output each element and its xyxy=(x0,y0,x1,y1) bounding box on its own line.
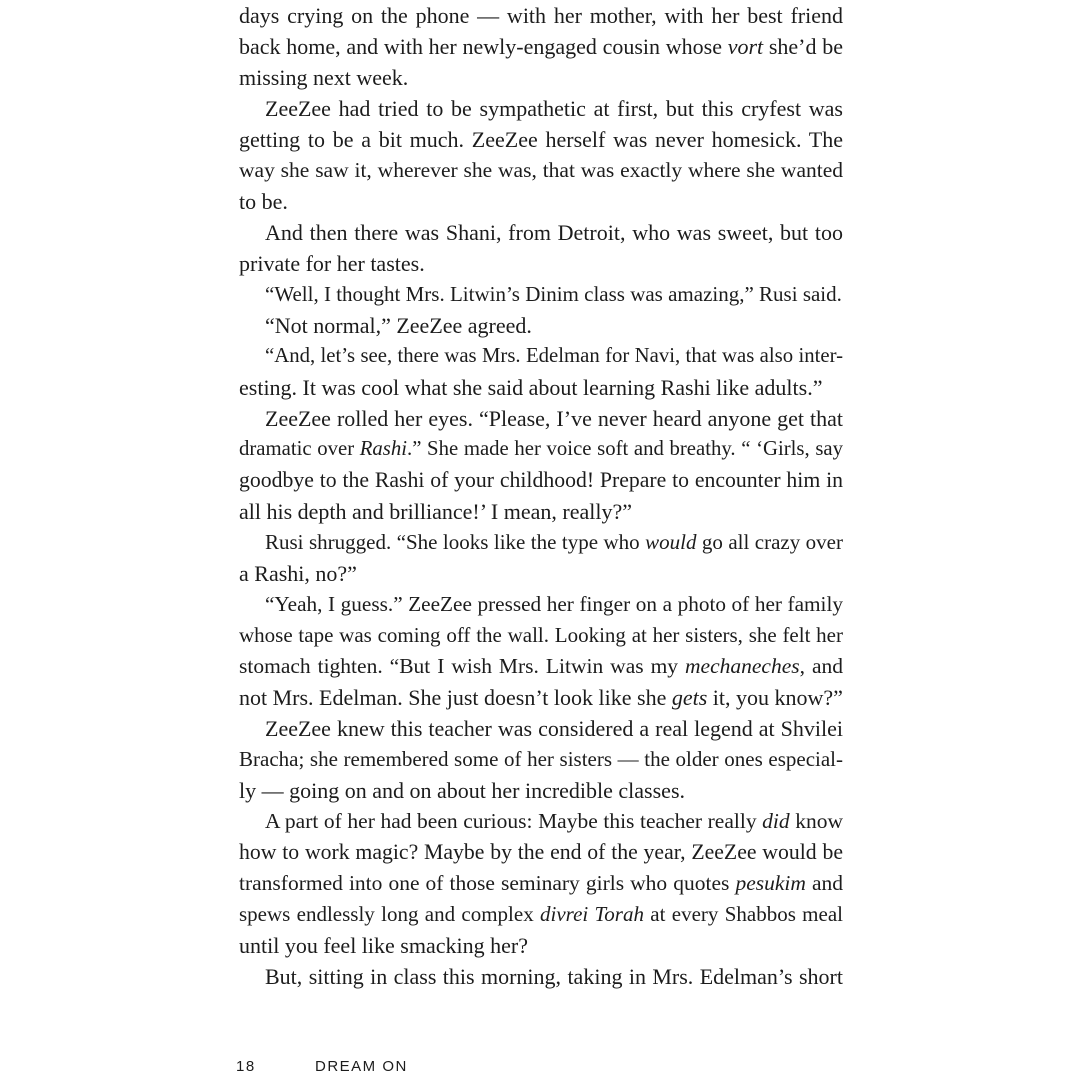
text-line xyxy=(239,248,843,279)
text-line xyxy=(239,713,843,744)
text-segment: ZeeZee rolled her eyes. “Please, I’ve never heard anyone get that xyxy=(265,406,843,431)
text-line xyxy=(239,310,843,341)
text-segment: to be. xyxy=(239,189,288,214)
text-segment: go all crazy over xyxy=(696,530,843,554)
text-line xyxy=(239,496,843,527)
italic-text: mechaneches xyxy=(685,654,800,678)
text-line xyxy=(239,93,843,124)
text-line xyxy=(239,775,843,806)
text-segment: “And, let’s see, there was Mrs. Edelman for Navi, that was also inter- xyxy=(265,345,843,367)
text-line xyxy=(239,372,843,403)
text-segment: transformed into one of those seminary girls who quotes xyxy=(239,871,736,895)
text-segment: know xyxy=(789,809,843,833)
text-line xyxy=(239,899,843,930)
text-line xyxy=(239,558,843,589)
text-line xyxy=(239,31,843,62)
text-segment: way she saw it, wherever she was, that was exactly where she wanted xyxy=(239,158,843,182)
text-segment: But, sitting in class this morning, taking in Mrs. Edelman’s short xyxy=(265,964,843,989)
text-segment: stomach tighten. “But I wish Mrs. Litwin was my xyxy=(239,654,685,678)
text-segment: she’d be xyxy=(763,34,843,59)
text-line xyxy=(239,465,843,496)
text-segment: how to work magic? Maybe by the end of the year, ZeeZee would be xyxy=(239,840,843,864)
text-line xyxy=(239,744,843,775)
italic-text: pesukim xyxy=(735,871,806,895)
text-line xyxy=(239,341,843,372)
text-line xyxy=(239,589,843,620)
text-segment: esting. It was cool what she said about learning Rashi like adults.” xyxy=(239,375,823,400)
text-segment: And then there was Shani, from Detroit, who was sweet, but too xyxy=(265,220,843,245)
text-line xyxy=(239,651,843,682)
text-line xyxy=(239,279,843,310)
text-segment: and xyxy=(805,871,843,895)
text-segment: it, you know?” xyxy=(707,685,843,710)
text-segment: ly — going on and on about her incredible classes. xyxy=(239,778,686,803)
text-segment: not Mrs. Edelman. She just doesn’t look like she xyxy=(239,685,672,710)
text-segment: at every Shabbos meal xyxy=(643,902,843,926)
text-line xyxy=(239,434,843,465)
text-line xyxy=(239,837,843,868)
text-segment: “Well, I thought Mrs. Litwin’s Dinim class was amazing,” Rusi said. xyxy=(265,282,842,306)
text-segment: spews endlessly long and complex xyxy=(239,902,541,926)
text-segment: “Yeah, I guess.” ZeeZee pressed her finger on a photo of her family xyxy=(265,592,843,616)
text-segment: until you feel like smacking her? xyxy=(239,933,528,958)
text-line xyxy=(239,186,843,217)
text-segment: .” She made her voice soft and breathy. “ ‘Girls, say xyxy=(407,438,843,460)
text-line xyxy=(239,62,843,93)
text-segment: back home, and with her newly-engaged cousin whose xyxy=(239,34,728,59)
italic-text: divrei Torah xyxy=(540,902,644,926)
italic-text: Rashi xyxy=(359,438,408,460)
page-body xyxy=(239,0,843,992)
text-line xyxy=(239,961,843,992)
text-segment: whose tape was coming off the wall. Looking at her sisters, she felt her xyxy=(239,623,843,647)
text-segment: missing next week. xyxy=(239,65,409,90)
text-line xyxy=(239,806,843,837)
text-line xyxy=(239,682,843,713)
text-segment: a Rashi, no?” xyxy=(239,561,357,586)
text-segment: ZeeZee had tried to be sympathetic at first, but this cryfest was xyxy=(265,96,843,121)
text-segment: ZeeZee knew this teacher was considered a real legend at Shvilei xyxy=(265,716,843,741)
text-segment: goodbye to the Rashi of your childhood! Prepare to encounter him in xyxy=(239,468,843,492)
text-line xyxy=(239,0,843,31)
italic-text: would xyxy=(645,530,697,554)
text-segment: Bracha; she remembered some of her sisters — the older ones especial- xyxy=(239,747,843,771)
text-line xyxy=(239,868,843,899)
text-line xyxy=(239,217,843,248)
text-segment: dramatic over xyxy=(239,438,360,460)
italic-text: gets xyxy=(671,685,708,710)
italic-text: vort xyxy=(727,34,764,59)
page-number: 18 xyxy=(236,1058,256,1075)
text-segment: private for her tastes. xyxy=(239,251,425,276)
text-line xyxy=(239,620,843,651)
text-segment: all his depth and brilliance!’ I mean, really?” xyxy=(239,499,632,524)
text-line xyxy=(239,124,843,155)
text-segment: Rusi shrugged. “She looks like the type who xyxy=(265,530,646,554)
running-head: DREAM ON xyxy=(315,1058,408,1075)
text-segment: days crying on the phone — with her mother, with her best friend xyxy=(239,3,843,28)
text-line xyxy=(239,527,843,558)
text-line xyxy=(239,403,843,434)
text-segment: , and xyxy=(799,654,843,678)
text-segment: “Not normal,” ZeeZee agreed. xyxy=(265,313,532,338)
text-line xyxy=(239,930,843,961)
italic-text: did xyxy=(762,809,790,833)
text-line xyxy=(239,155,843,186)
text-segment: getting to be a bit much. ZeeZee herself was never homesick. The xyxy=(239,127,843,152)
text-segment: A part of her had been curious: Maybe this teacher really xyxy=(265,809,763,833)
